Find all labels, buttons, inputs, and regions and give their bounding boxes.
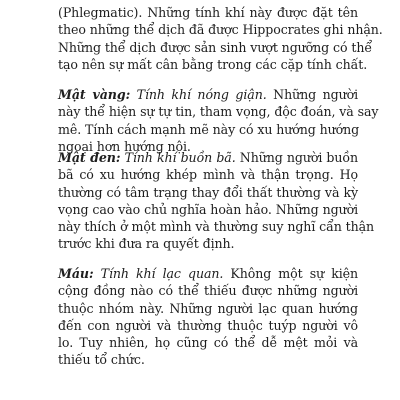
text-line: vọng cao vào chủ nghĩa hoàn hảo. Những người	[58, 201, 358, 217]
subtitle-black-bile: Tính khí buồn bã.	[124, 150, 236, 165]
subtitle-blood: Tính khí lạc quan.	[100, 266, 224, 281]
text-fragment: Không một sự kiện	[230, 266, 359, 281]
text-line: (Phlegmatic). Những tính khí này được đặt tên	[58, 5, 358, 20]
text-line: tạo nên sự mất cân bằng trong các cặp tính chất.	[58, 56, 368, 72]
text-line: đến con người và thường thuộc tuýp người vô	[58, 317, 358, 333]
text-line: ngoại hơn hướng nội.	[58, 138, 191, 154]
text-line: lo. Tuy nhiên, họ cũng có thể dễ mệt mỏi và	[58, 335, 358, 351]
paragraph-yellow-bile	[58, 86, 379, 155]
text-line: Những thể dịch được sản sinh vượt ngưỡng có thể	[58, 39, 372, 55]
text-line: trước khi đưa ra quyết định.	[58, 236, 235, 252]
term-black-bile: Mật đen:	[58, 150, 121, 165]
text-line: thuộc nhóm này. Những người lạc quan hướng	[58, 300, 358, 316]
subtitle-yellow-bile: Tính khí nóng giận.	[136, 87, 267, 102]
text-fragment: Những người buồn	[239, 150, 359, 165]
term-yellow-bile: Mật vàng:	[58, 87, 131, 102]
text-line: cộng đồng nào có thể thiếu được những người	[58, 283, 358, 299]
text-fragment: Những người	[273, 87, 359, 102]
paragraph-blood	[58, 265, 358, 369]
text-line: thường có tâm trạng thay đổi thất thường và kỳ	[58, 184, 358, 200]
text-line	[58, 149, 358, 166]
text-line	[58, 86, 358, 103]
paragraph-black-bile	[58, 149, 375, 253]
text-line	[58, 265, 358, 282]
text-line: thiếu tổ chức.	[58, 352, 145, 368]
text-line: này thể hiện sự tự tin, tham vọng, độc đoán, và say	[58, 104, 379, 120]
text-line: bã có xu hướng khép mình và thận trọng. Họ	[58, 167, 358, 183]
text-line: mê. Tính cách mạnh mẽ này có xu hướng hướng	[58, 121, 360, 137]
term-blood: Máu:	[58, 266, 94, 281]
text-line: này thích ở một mình và thường suy nghĩ cẩn thận	[58, 219, 375, 235]
paragraph-humors-intro	[58, 4, 383, 73]
text-line: theo những thể dịch đã được Hippocrates ghi nhận.	[58, 22, 383, 38]
